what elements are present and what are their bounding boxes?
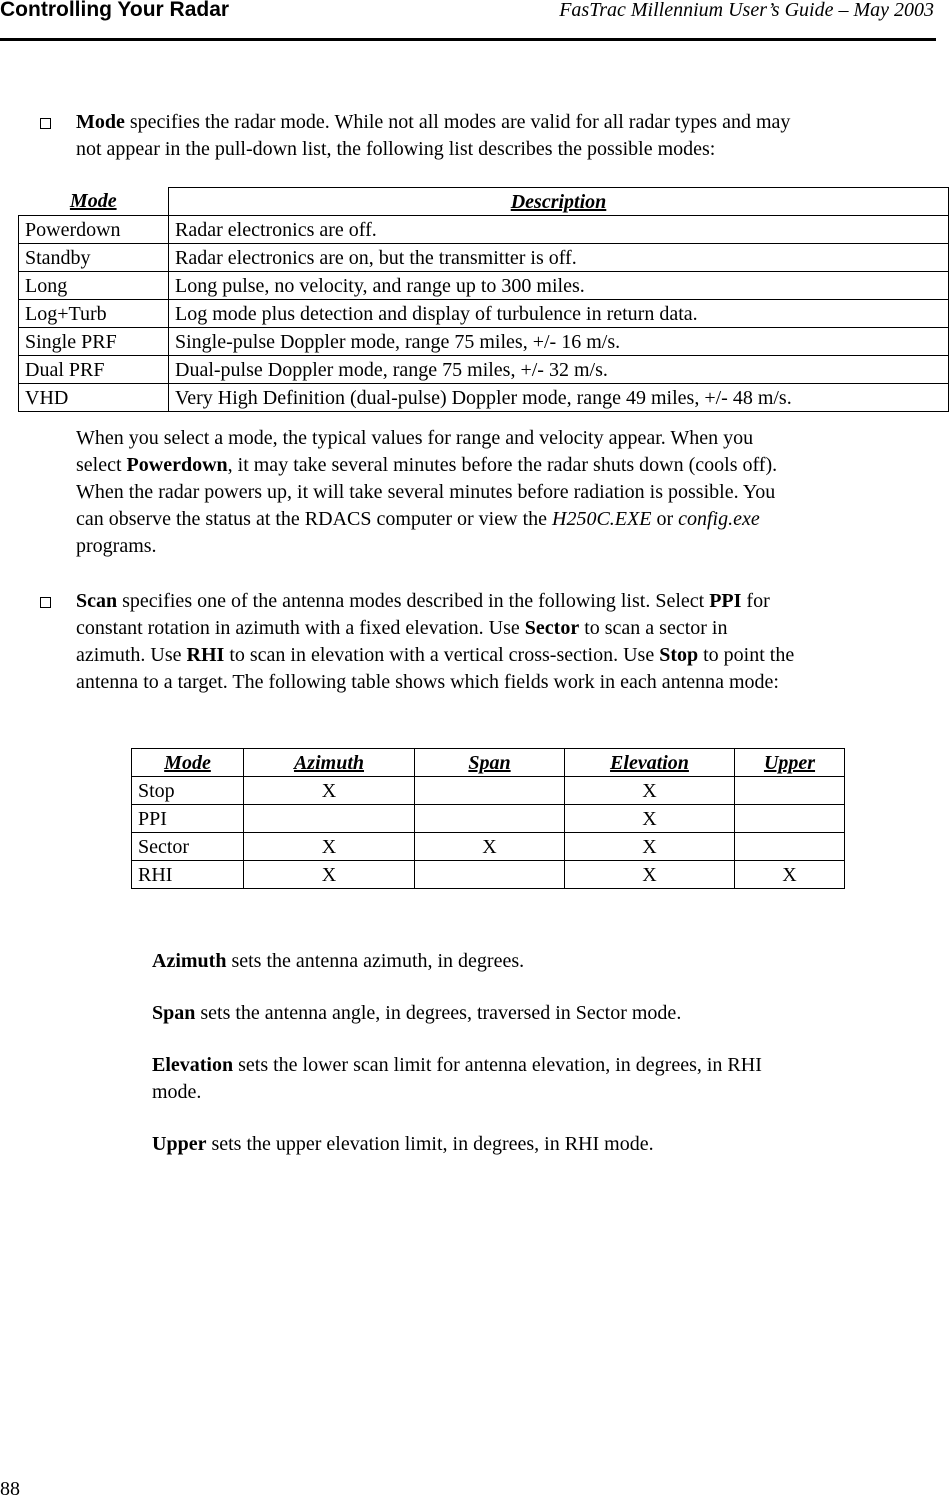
mode-para-line5: programs.	[76, 535, 157, 557]
mode-bullet-text	[76, 109, 790, 163]
description-cell: Log mode plus detection and display of turbulence in return data.	[169, 300, 949, 328]
span-cell	[415, 805, 565, 833]
config-exe: config.exe	[678, 508, 760, 530]
azimuth-cell: X	[244, 861, 415, 889]
scan-line2a: constant rotation in azimuth with a fixed elevation. Use	[76, 617, 525, 639]
col-header-mode: Mode	[132, 749, 244, 777]
sector-term: Sector	[524, 617, 580, 639]
span-text: sets the antenna angle, in degrees, traversed in Sector mode.	[195, 1002, 682, 1024]
mode-cell: Powerdown	[19, 216, 169, 244]
elevation-text: sets the lower scan limit for antenna elevation, in degrees, in RHI	[233, 1054, 762, 1076]
elevation-cell: X	[565, 805, 735, 833]
mode-paragraph	[76, 425, 946, 560]
description-cell: Long pulse, no velocity, and range up to 300 miles.	[169, 272, 949, 300]
mode-term: Mode	[76, 111, 125, 133]
mode-cell: Sector	[132, 833, 244, 861]
scan-line1c: for	[741, 590, 770, 612]
mode-cell: Single PRF	[19, 328, 169, 356]
col-header-description: Description	[169, 188, 949, 216]
mode-cell: Stop	[132, 777, 244, 805]
upper-text: sets the upper elevation limit, in degrees, in RHI mode.	[206, 1133, 654, 1155]
table-header-row	[132, 749, 845, 777]
rhi-term: RHI	[186, 644, 225, 666]
span-cell	[415, 861, 565, 889]
scan-line3e: to point the	[698, 644, 795, 666]
col-header-elevation: Elevation	[565, 749, 735, 777]
mode-cell: Log+Turb	[19, 300, 169, 328]
table-row	[19, 216, 949, 244]
mode-cell: VHD	[19, 384, 169, 412]
upper-cell	[735, 777, 845, 805]
page-header	[0, 0, 936, 41]
description-cell: Dual-pulse Doppler mode, range 75 miles, +/- 32 m/s.	[169, 356, 949, 384]
azimuth-cell: X	[244, 777, 415, 805]
mode-cell: PPI	[132, 805, 244, 833]
description-cell: Radar electronics are on, but the transmitter is off.	[169, 244, 949, 272]
table-row	[19, 272, 949, 300]
scan-line1a: specifies one of the antenna modes described in the following list. Select	[117, 590, 710, 612]
description-cell: Radar electronics are off.	[169, 216, 949, 244]
scan-line3a: azimuth. Use	[76, 644, 187, 666]
table-row	[19, 244, 949, 272]
table-header-row	[19, 188, 949, 216]
span-definition	[152, 1000, 912, 1027]
azimuth-cell	[244, 805, 415, 833]
scan-term: Scan	[76, 590, 118, 612]
upper-cell	[735, 833, 845, 861]
azimuth-cell: X	[244, 833, 415, 861]
h250c-exe: H250C.EXE	[552, 508, 652, 530]
modes-table	[18, 187, 949, 412]
azimuth-term: Azimuth	[152, 950, 227, 972]
elevation-cell: X	[565, 833, 735, 861]
span-term: Span	[152, 1002, 196, 1024]
table-row	[19, 328, 949, 356]
scan-line3c: to scan in elevation with a vertical cross-section. Use	[224, 644, 660, 666]
mode-para-or: or	[651, 508, 679, 530]
chapter-title: Controlling Your Radar	[0, 0, 230, 21]
upper-cell	[735, 805, 845, 833]
mode-para-line1: When you select a mode, the typical values for range and velocity appear. When you	[76, 427, 754, 449]
upper-term: Upper	[152, 1133, 207, 1155]
mode-para-line3: When the radar powers up, it will take several minutes before radiation is possible. You	[76, 481, 776, 503]
elevation-definition	[152, 1052, 912, 1106]
elevation-text2: mode.	[152, 1081, 202, 1103]
scan-line2c: to scan a sector in	[579, 617, 728, 639]
stop-term: Stop	[659, 644, 699, 666]
span-cell	[415, 777, 565, 805]
mode-desc-line2: not appear in the pull-down list, the following list describes the possible modes:	[76, 138, 716, 160]
table-row	[19, 300, 949, 328]
table-row	[19, 356, 949, 384]
ppi-term: PPI	[709, 590, 742, 612]
table-row	[132, 861, 845, 889]
mode-cell: Long	[19, 272, 169, 300]
elevation-cell: X	[565, 777, 735, 805]
elevation-cell: X	[565, 861, 735, 889]
powerdown-term: Powerdown	[126, 454, 228, 476]
page-number: 88	[0, 1478, 20, 1500]
description-cell: Very High Definition (dual-pulse) Doppler mode, range 49 miles, +/- 48 m/s.	[169, 384, 949, 412]
scan-table	[131, 748, 845, 889]
mode-para-line2c: , it may take several minutes before the radar shuts down (cools off).	[227, 454, 778, 476]
scan-bullet-text	[76, 588, 794, 696]
mode-cell: RHI	[132, 861, 244, 889]
mode-para-line2a: select	[76, 454, 127, 476]
table-row	[132, 805, 845, 833]
table-row	[132, 777, 845, 805]
checkbox-bullet-icon	[40, 118, 51, 129]
upper-definition	[152, 1131, 912, 1158]
col-header-upper: Upper	[735, 749, 845, 777]
table-row	[19, 384, 949, 412]
mode-cell: Dual PRF	[19, 356, 169, 384]
elevation-term: Elevation	[152, 1054, 234, 1076]
mode-desc-line1: specifies the radar mode. While not all modes are valid for all radar types and may	[124, 111, 791, 133]
mode-cell: Standby	[19, 244, 169, 272]
span-cell: X	[415, 833, 565, 861]
col-header-mode: Mode	[19, 188, 169, 216]
col-header-span: Span	[415, 749, 565, 777]
guide-title: FasTrac Millennium User’s Guide – May 2003	[559, 0, 934, 21]
azimuth-text: sets the antenna azimuth, in degrees.	[226, 950, 525, 972]
upper-cell: X	[735, 861, 845, 889]
scan-line4: antenna to a target. The following table shows which fields work in each antenna mode:	[76, 671, 779, 693]
checkbox-bullet-icon	[40, 597, 51, 608]
mode-para-line4a: can observe the status at the RDACS computer or view the	[76, 508, 552, 530]
description-cell: Single-pulse Doppler mode, range 75 miles, +/- 16 m/s.	[169, 328, 949, 356]
col-header-azimuth: Azimuth	[244, 749, 415, 777]
table-row	[132, 833, 845, 861]
azimuth-definition	[152, 948, 912, 975]
